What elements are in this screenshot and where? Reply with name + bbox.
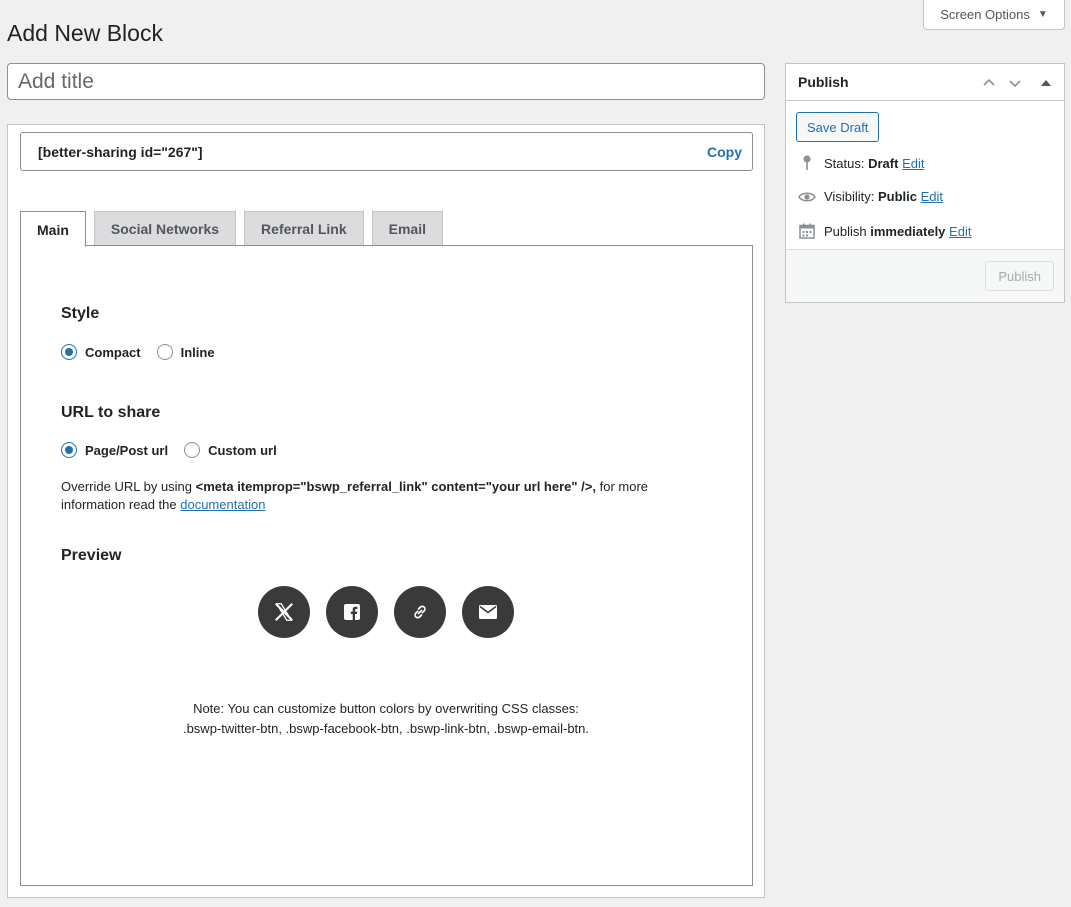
title-input[interactable] — [7, 63, 765, 100]
publish-button[interactable]: Publish — [985, 261, 1054, 291]
publish-box — [785, 63, 1065, 303]
pin-icon — [798, 155, 816, 171]
facebook-share-button[interactable] — [326, 586, 378, 638]
tab-main[interactable]: Main — [20, 211, 86, 247]
url-heading: URL to share — [61, 404, 161, 421]
publish-header — [786, 64, 1064, 101]
screen-options-label: Screen Options — [940, 7, 1030, 22]
override-code: <meta itemprop="bswp_referral_link" content="your url here" />, — [195, 479, 596, 494]
status-label: Status: — [824, 155, 865, 171]
facebook-icon — [344, 604, 360, 620]
status-row — [798, 155, 924, 171]
shortcode-field — [20, 132, 753, 171]
documentation-link[interactable]: documentation — [180, 497, 266, 512]
x-icon — [273, 601, 295, 623]
screen-options-button[interactable] — [923, 0, 1065, 30]
radio-custom-url[interactable] — [184, 442, 200, 458]
schedule-row — [798, 223, 971, 239]
override-suffix: for more information read the — [61, 479, 648, 512]
shortcode-text: [better-sharing id="267"] — [38, 144, 203, 160]
radio-custom-url-label: Custom url — [208, 442, 277, 458]
visibility-value: Public — [877, 189, 917, 204]
email-icon — [479, 605, 497, 619]
caret-down-icon: ▼ — [1037, 9, 1048, 20]
page-title: Add New Block — [7, 20, 163, 46]
link-share-button[interactable] — [394, 586, 446, 638]
collapse-toggle-icon[interactable] — [1036, 73, 1056, 93]
radio-inline-label: Inline — [180, 344, 215, 360]
tab-bar — [20, 211, 443, 246]
preview-heading: Preview — [61, 547, 122, 564]
override-prefix: Override URL by using — [61, 479, 196, 494]
radio-inline[interactable] — [157, 344, 173, 360]
style-heading: Style — [61, 305, 100, 322]
calendar-icon — [798, 223, 816, 239]
url-options — [61, 442, 285, 458]
x-share-button[interactable] — [258, 586, 310, 638]
status-value: Draft — [868, 155, 899, 171]
schedule-label: Publish — [824, 223, 867, 239]
radio-compact-label: Compact — [85, 344, 141, 360]
style-options — [61, 344, 223, 360]
email-share-button[interactable] — [462, 586, 514, 638]
publish-title: Publish — [798, 74, 849, 90]
publish-actions — [786, 249, 1064, 302]
visibility-row — [798, 189, 943, 204]
copy-button[interactable]: Copy — [707, 144, 742, 160]
status-edit-link[interactable]: Edit — [902, 155, 925, 171]
visibility-label: Visibility: — [824, 189, 875, 204]
block-editor-box — [7, 124, 765, 898]
preview-share-buttons — [258, 586, 514, 638]
move-up-icon[interactable] — [979, 73, 999, 93]
move-down-icon[interactable] — [1005, 73, 1025, 93]
schedule-edit-link[interactable]: Edit — [949, 223, 972, 239]
tab-referral-link[interactable]: Referral Link — [244, 211, 364, 246]
radio-page-post-url[interactable] — [61, 442, 77, 458]
schedule-value: immediately — [870, 223, 946, 239]
tab-social-networks[interactable]: Social Networks — [94, 211, 236, 246]
tab-email[interactable]: Email — [372, 211, 443, 246]
link-icon — [411, 603, 429, 621]
main-tab-panel — [20, 245, 753, 886]
radio-page-post-url-label: Page/Post url — [85, 442, 169, 458]
eye-icon — [798, 191, 816, 203]
visibility-edit-link[interactable]: Edit — [920, 189, 944, 204]
css-note: Note: You can customize button colors by overwriting CSS classes: .bswp-twitter-btn, .bswp-facebook-btn, .bswp-link-btn, .bswp-email-btn. — [182, 701, 590, 736]
save-draft-button[interactable]: Save Draft — [796, 112, 879, 142]
override-help-text — [61, 478, 711, 514]
radio-compact[interactable] — [61, 344, 77, 360]
